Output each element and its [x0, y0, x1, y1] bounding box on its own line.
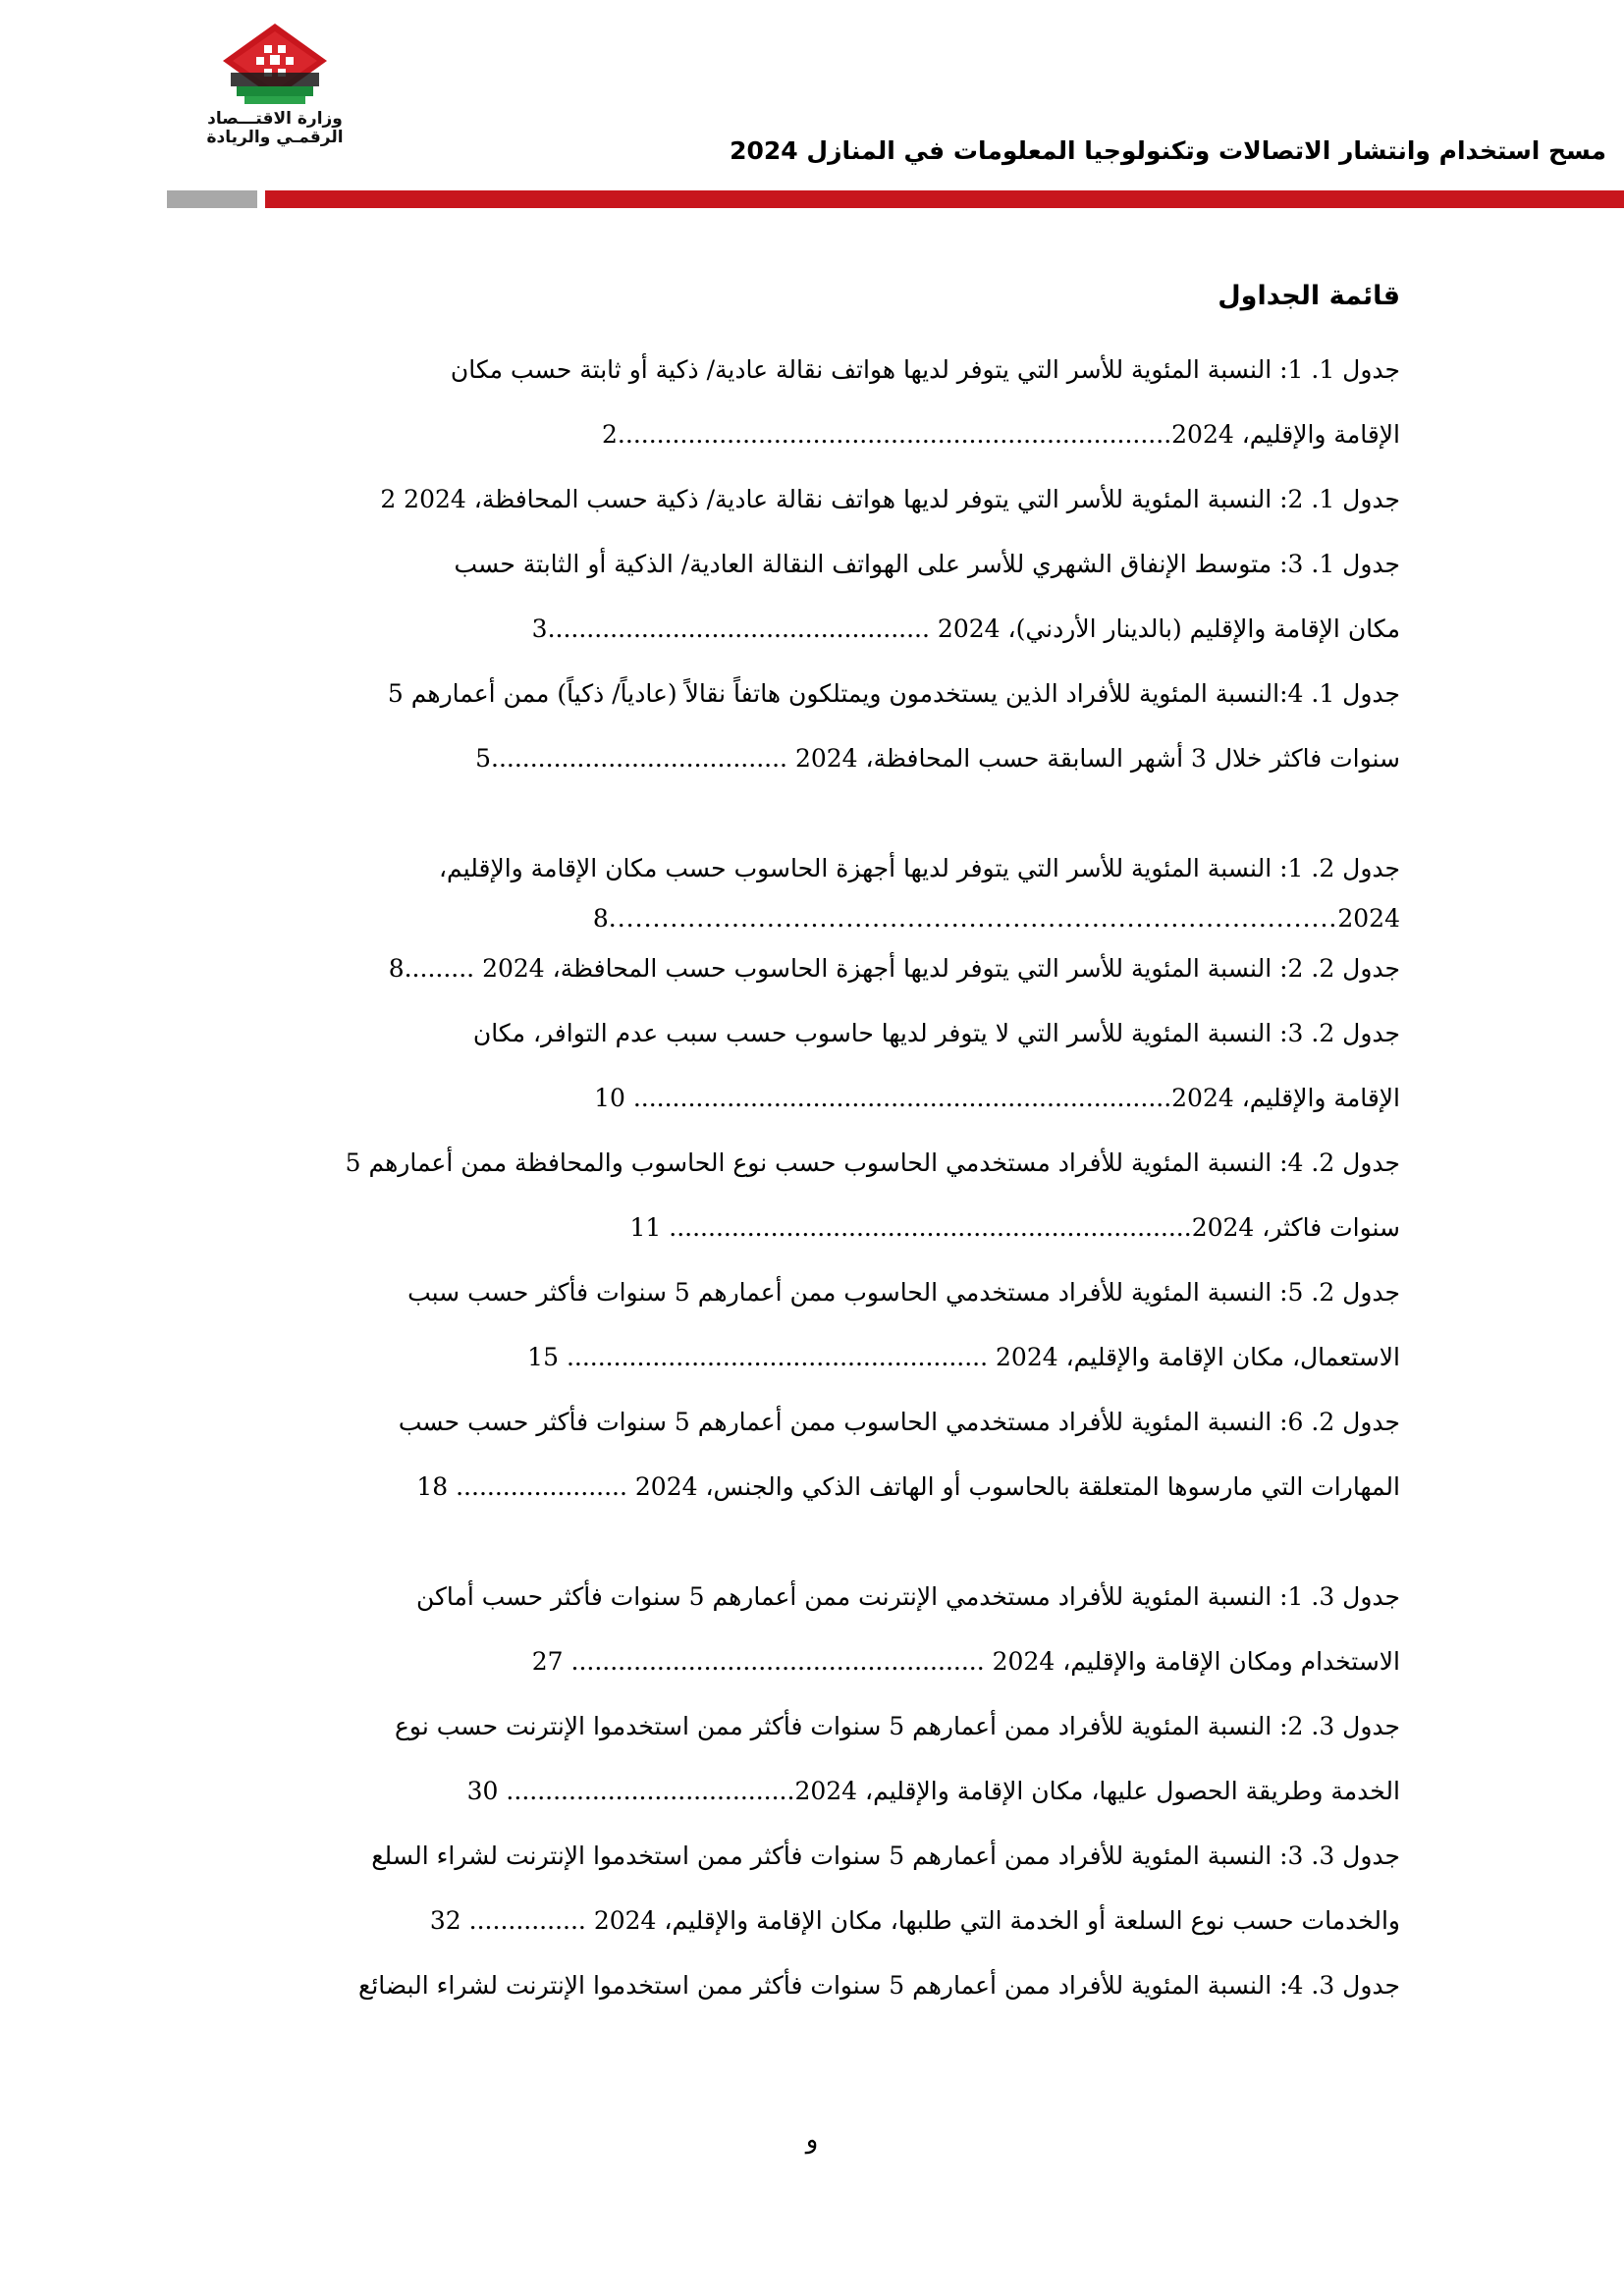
- toc-entry[interactable]: [263, 1694, 1400, 1824]
- toc-page-number: 8: [388, 954, 405, 983]
- toc-entry-line: 2024...................................................................................8: [592, 904, 1400, 933]
- logo-text-line2: الرقمـي والريادة: [206, 128, 344, 147]
- toc-entry-line: جدول 2. 6: النسبة المئوية للأفراد مستخدمي الحاسوب ممن أعمارهم 5 سنوات فأكثر حسب حسب: [398, 1408, 1400, 1436]
- toc-entry-line: جدول 2. 1: النسبة المئوية للأسر التي يتوفر لديها أجهزة الحاسوب حسب مكان الإقامة والإقليم،: [438, 854, 1400, 882]
- toc-entry[interactable]: [263, 1001, 1400, 1131]
- toc-entry[interactable]: [263, 1824, 1400, 1953]
- group-gap: [263, 791, 1400, 836]
- header-divider-grey: [167, 190, 257, 208]
- toc-entry-line: جدول 3. 2: النسبة المئوية للأفراد ممن أعمارهم 5 سنوات فأكثر ممن استخدموا الإنترنت حسب نوع: [395, 1712, 1400, 1740]
- toc-entry[interactable]: [263, 1390, 1400, 1520]
- toc-entry-line: جدول 2. 2: النسبة المئوية للأسر التي يتوفر لديها أجهزة الحاسوب حسب المحافظة، 2024 .........8: [388, 954, 1400, 983]
- toc-entry-line: جدول 3. 1: النسبة المئوية للأفراد مستخدمي الإنترنت ممن أعمارهم 5 سنوات فأكثر حسب أماكن: [415, 1582, 1400, 1611]
- toc-page-number: 10: [594, 1084, 625, 1112]
- toc-entry-line: المهارات التي مارسوها المتعلقة بالحاسوب أو الهاتف الذكي والجنس، 2024 ...................... 18: [416, 1472, 1400, 1501]
- header-divider-red: [265, 190, 1624, 208]
- toc-entry-line: الاستعمال، مكان الإقامة والإقليم، 2024 ...................................................... 15: [527, 1343, 1400, 1371]
- toc-entry-line: والخدمات حسب نوع السلعة أو الخدمة التي طلبها، مكان الإقامة والإقليم، 2024 ............... 32: [429, 1906, 1400, 1935]
- toc-entry-line: جدول 2. 5: النسبة المئوية للأفراد مستخدمي الحاسوب ممن أعمارهم 5 سنوات فأكثر حسب سبب: [407, 1278, 1400, 1307]
- toc-entry[interactable]: [263, 1260, 1400, 1390]
- toc-entry-line: سنوات فاكثر، 2024................................................................... 11: [629, 1213, 1400, 1242]
- toc-entry-line: جدول 3. 3: النسبة المئوية للأفراد ممن أعمارهم 5 سنوات فأكثر ممن استخدموا الإنترنت لشراء السلع: [371, 1842, 1400, 1870]
- toc-entry[interactable]: [263, 1953, 1400, 2018]
- toc-page-number: 8: [592, 904, 609, 933]
- toc-entry-line: الخدمة وطريقة الحصول عليها، مكان الإقامة والإقليم، 2024..................................... 30: [466, 1777, 1400, 1805]
- toc-page-number: 32: [429, 1906, 461, 1935]
- toc-entry-line: جدول 2. 4: النسبة المئوية للأفراد مستخدمي الحاسوب حسب نوع الحاسوب والمحافظة ممن أعمارهم 5: [345, 1148, 1400, 1177]
- toc-entry[interactable]: [263, 467, 1400, 532]
- toc-entry-line: جدول 3. 4: النسبة المئوية للأفراد ممن أعمارهم 5 سنوات فأكثر ممن استخدموا الإنترنت لشراء البضائع: [358, 1971, 1400, 2000]
- page-number: و: [805, 2125, 819, 2155]
- logo-text-line1: وزارة الاقتـــصاد: [207, 109, 343, 129]
- toc-entry-line: جدول 1. 4:النسبة المئوية للأفراد الذين يستخدمون ويمتلكون هاتفاً نقالاً (عادياً/ ذكياً) ممن أعمارهم 5: [387, 679, 1400, 708]
- toc-entry[interactable]: [263, 1131, 1400, 1260]
- toc-entry-line: الإقامة والإقليم، 2024.......................................................................2: [602, 420, 1400, 449]
- toc-page-number: 18: [416, 1472, 449, 1501]
- document-header: [18, 133, 1624, 169]
- toc-page-number: 3: [531, 614, 548, 643]
- toc-page-number: 11: [629, 1213, 662, 1242]
- header-title: مسح استخدام وانتشار الاتصالات وتكنولوجيا المعلومات في المنازل 2024: [730, 136, 1606, 165]
- toc-entry-line: الاستخدام ومكان الإقامة والإقليم، 2024 ..................................................... 27: [531, 1647, 1400, 1676]
- table-of-tables: [263, 277, 1400, 2018]
- toc-page-number: 27: [531, 1647, 564, 1676]
- toc-entry[interactable]: [263, 532, 1400, 662]
- group-gap: [263, 1520, 1400, 1565]
- toc-page-number: 2: [602, 420, 618, 449]
- toc-entry[interactable]: [263, 338, 1400, 467]
- toc-entry[interactable]: [263, 1565, 1400, 1694]
- toc-entry-line: جدول 1. 2: النسبة المئوية للأسر التي يتوفر لديها هواتف نقالة عادية/ ذكية حسب المحافظة، 2024 2: [380, 485, 1400, 513]
- toc-entry-line: جدول 1. 1: النسبة المئوية للأسر التي يتوفر لديها هواتف نقالة عادية/ ذكية أو ثابتة حسب مكان: [450, 355, 1400, 384]
- toc-entry-line: الإقامة والإقليم، 2024..................................................................... 10: [594, 1084, 1400, 1112]
- toc-entry-line: مكان الإقامة والإقليم (بالدينار الأردني)، 2024 .................................................3: [531, 614, 1400, 643]
- toc-entry-line: سنوات فاكثر خلال 3 أشهر السابقة حسب المحافظة، 2024 ......................................5: [475, 744, 1400, 773]
- toc-page-number: 15: [527, 1343, 559, 1371]
- toc-entry[interactable]: [263, 936, 1400, 1001]
- toc-entry[interactable]: [263, 662, 1400, 791]
- toc-heading: قائمة الجداول: [1218, 281, 1400, 311]
- toc-entry[interactable]: [263, 836, 1400, 936]
- toc-entry-line: جدول 1. 3: متوسط الإنفاق الشهري للأسر على الهواتف النقالة العادية/ الذكية أو الثابتة حسب: [454, 550, 1400, 578]
- toc-page-number: 5: [475, 744, 491, 773]
- toc-page-number: 2: [380, 485, 397, 513]
- toc-entry-line: جدول 2. 3: النسبة المئوية للأسر التي لا يتوفر لديها حاسوب حسب سبب عدم التوافر، مكان: [472, 1019, 1400, 1047]
- toc-page-number: 30: [466, 1777, 499, 1805]
